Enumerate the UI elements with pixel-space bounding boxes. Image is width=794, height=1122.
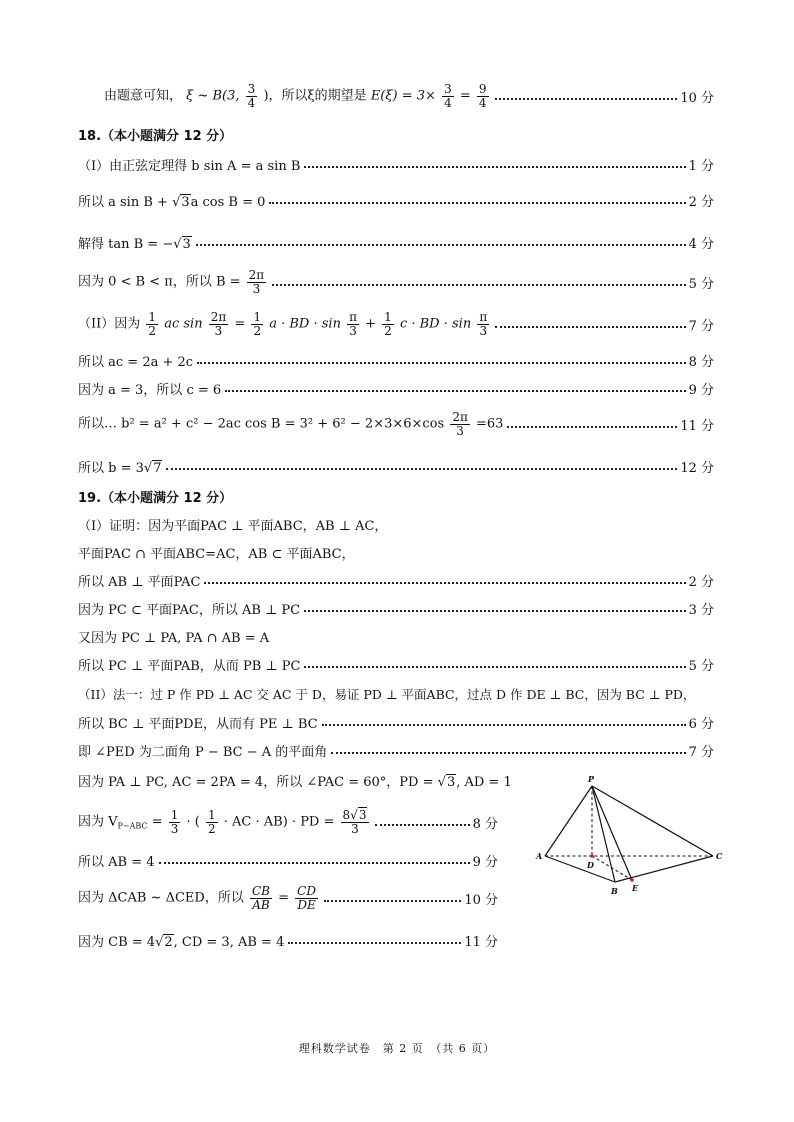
dot-leader <box>322 724 686 726</box>
dot-leader <box>495 326 685 328</box>
label-d: D <box>587 860 594 870</box>
fraction: $\frac{2\pi}{3}$ <box>210 309 227 338</box>
label-c: C <box>716 851 723 861</box>
score-label: 4 分 <box>688 236 714 252</box>
score-label: 10 分 <box>680 90 714 106</box>
label-a: A <box>536 851 543 861</box>
q18-step-8: 所以… b² = a² + c² − 2ac cos B = 3² + 6² − 2×3×6×cos $\frac{2\pi}{3}$ =63 11 分 <box>78 409 714 438</box>
score-label: 3 分 <box>688 602 714 618</box>
q19-step-6: 所以 PC ⊥ 平面PAB，从而 PB ⊥ PC 5 分 <box>78 650 714 678</box>
q19-step-13: 因为 ΔCAB ~ ΔCED，所以 $\frac{CB}{AB}$ = $\frac{CD}{DE}$ 10 分 <box>78 883 498 912</box>
q19-step-9: 即 ∠PED 为二面角 P − BC − A 的平面角 7 分 <box>78 736 714 764</box>
dot-leader <box>288 942 461 944</box>
dot-leader <box>304 166 685 168</box>
score-label: 9 分 <box>472 854 498 870</box>
edge-de <box>592 856 632 880</box>
question-18-heading: 18.（本小题满分 12 分） <box>78 128 233 144</box>
q19-step-11: 因为 $V_{P-ABC}$ = $\frac{1}{3}$ · ( $\frac{1}{2}$ · AC · AB) · PD = $\frac{8√3}{3}$ 8 分 <box>78 807 498 836</box>
q19-step-1: （I）证明：因为平面PAC ⊥ 平面ABC，AB ⊥ AC， <box>78 518 388 534</box>
q18-step-4: 因为 0 < B < π，所以 B = $\frac{2\pi}{3}$ 5 分 <box>78 267 714 296</box>
dot-leader <box>272 284 685 286</box>
edge-pa <box>545 786 592 856</box>
dot-leader <box>166 468 677 470</box>
q18-step-2: 所以 a sin B + √3a cos B = 0 2 分 <box>78 186 714 214</box>
q18-step-9: 所以 b = 3√7 12 分 <box>78 452 714 480</box>
score-label: 1 分 <box>688 158 714 174</box>
dot-leader <box>225 390 685 392</box>
q19-step-4: 因为 PC ⊂ 平面PAC，所以 AB ⊥ PC 3 分 <box>78 594 714 622</box>
q18-step-6: 所以 ac = 2a + 2c 8 分 <box>78 346 714 374</box>
fraction: $\frac{\pi}{3}$ <box>479 309 488 338</box>
fraction: $\frac{\pi}{3}$ <box>349 309 357 338</box>
dot-leader <box>204 582 685 584</box>
score-label: 2 分 <box>688 194 714 210</box>
fraction: $\frac{1}{2}$ <box>253 309 262 338</box>
dot-leader <box>304 610 685 612</box>
point-e <box>630 878 634 882</box>
dot-leader <box>304 666 685 668</box>
fraction: $\frac{2\pi}{3}$ <box>452 409 468 438</box>
fraction: $\frac{1}{2}$ <box>384 309 392 338</box>
score-label: 12 分 <box>680 460 714 476</box>
dot-leader <box>197 362 686 364</box>
score-label: 10 分 <box>464 892 498 908</box>
page-footer: 理科数学试卷 第 2 页 （共 6 页） <box>298 1042 496 1055</box>
dot-leader <box>159 862 470 864</box>
q18-step-1: （I）由正弦定理得 b sin A = a sin B 1 分 <box>78 150 714 178</box>
edge-bc <box>615 856 713 882</box>
score-label: 11 分 <box>680 418 714 434</box>
fraction: $\frac{1}{3}$ <box>170 807 179 836</box>
edge-pc <box>592 786 713 856</box>
score-label: 5 分 <box>688 658 714 674</box>
dot-leader <box>495 98 678 100</box>
q18-step-3: 解得 tan B = −√3 4 分 <box>78 228 714 256</box>
score-label: 8 分 <box>688 354 714 370</box>
fraction: $\frac{CB}{AB}$ <box>251 883 270 912</box>
q19-step-12: 所以 AB = 4 9 分 <box>78 846 498 874</box>
label-e: E <box>632 883 639 893</box>
answer-17-line: 由题意可知， ξ ~ B(3, $\frac{3}{4}$ )，所以ξ的期望是 E(ξ) = 3× $\frac{3}{4}$ = $\frac{9}{4}$ 10 分 <box>104 81 714 110</box>
score-label: 11 分 <box>464 934 498 950</box>
dot-leader <box>507 426 677 428</box>
score-label: 9 分 <box>688 382 714 398</box>
q18-step-5: （II）因为 $\frac{1}{2}$ ac sin $\frac{2\pi}{3}$ = $\frac{1}{2}$ a · BD · sin $\frac{\pi}{3}$ + $\frac{1}{2}$ c · BD · sin $\frac{\pi}{3}$ 7 分 <box>78 309 714 338</box>
score-label: 2 分 <box>688 574 714 590</box>
q19-step-7: （II）法一：过 P 作 PD ⊥ AC 交 AC 于 D，易证 PD ⊥ 平面ABC，过点 D 作 DE ⊥ BC，因为 BC ⊥ PD， <box>78 687 696 702</box>
pyramid-figure <box>535 770 725 905</box>
dot-leader <box>324 900 461 902</box>
score-label: 6 分 <box>688 716 714 732</box>
fraction: $\frac{3}{4}$ <box>247 81 256 110</box>
fraction: $\frac{3}{4}$ <box>444 81 452 110</box>
q19-step-5: 又因为 PC ⊥ PA, PA ∩ AB = A <box>78 630 270 646</box>
q18-step-7: 因为 a = 3，所以 c = 6 9 分 <box>78 374 714 402</box>
fraction: $\frac{2\pi}{3}$ <box>248 267 265 296</box>
edge-ab <box>545 856 615 882</box>
dot-leader <box>375 824 469 826</box>
score-label: 5 分 <box>688 276 714 292</box>
score-label: 8 分 <box>472 816 498 832</box>
score-label: 7 分 <box>688 318 714 334</box>
question-19-heading: 19.（本小题满分 12 分） <box>78 490 233 506</box>
fraction: $\frac{8√3}{3}$ <box>341 809 370 835</box>
dot-leader <box>269 202 685 204</box>
q19-step-8: 所以 BC ⊥ 平面PDE，从而有 PE ⊥ BC 6 分 <box>78 708 714 736</box>
fraction: $\frac{1}{2}$ <box>148 309 157 338</box>
q19-step-10: 因为 PA ⊥ PC, AC = 2PA = 4，所以 ∠PAC = 60°，PD = √3, AD = 1 <box>78 774 512 790</box>
figure-edges <box>545 786 713 882</box>
dot-leader <box>196 244 686 246</box>
score-label: 7 分 <box>688 744 714 760</box>
fraction: $\frac{CD}{DE}$ <box>297 883 316 912</box>
q19-step-14: 因为 CB = 4√2, CD = 3, AB = 4 11 分 <box>78 926 498 954</box>
label-b: B <box>611 886 618 896</box>
fraction: $\frac{9}{4}$ <box>478 81 487 110</box>
fraction: $\frac{1}{2}$ <box>208 807 216 836</box>
dot-leader <box>331 752 685 754</box>
edge-pe <box>592 786 632 880</box>
label-p: P <box>588 774 595 784</box>
q19-step-2: 平面PAC ∩ 平面ABC=AC，AB ⊂ 平面ABC， <box>78 546 355 562</box>
point-d <box>590 854 594 858</box>
q19-step-3: 所以 AB ⊥ 平面PAC 2 分 <box>78 566 714 594</box>
